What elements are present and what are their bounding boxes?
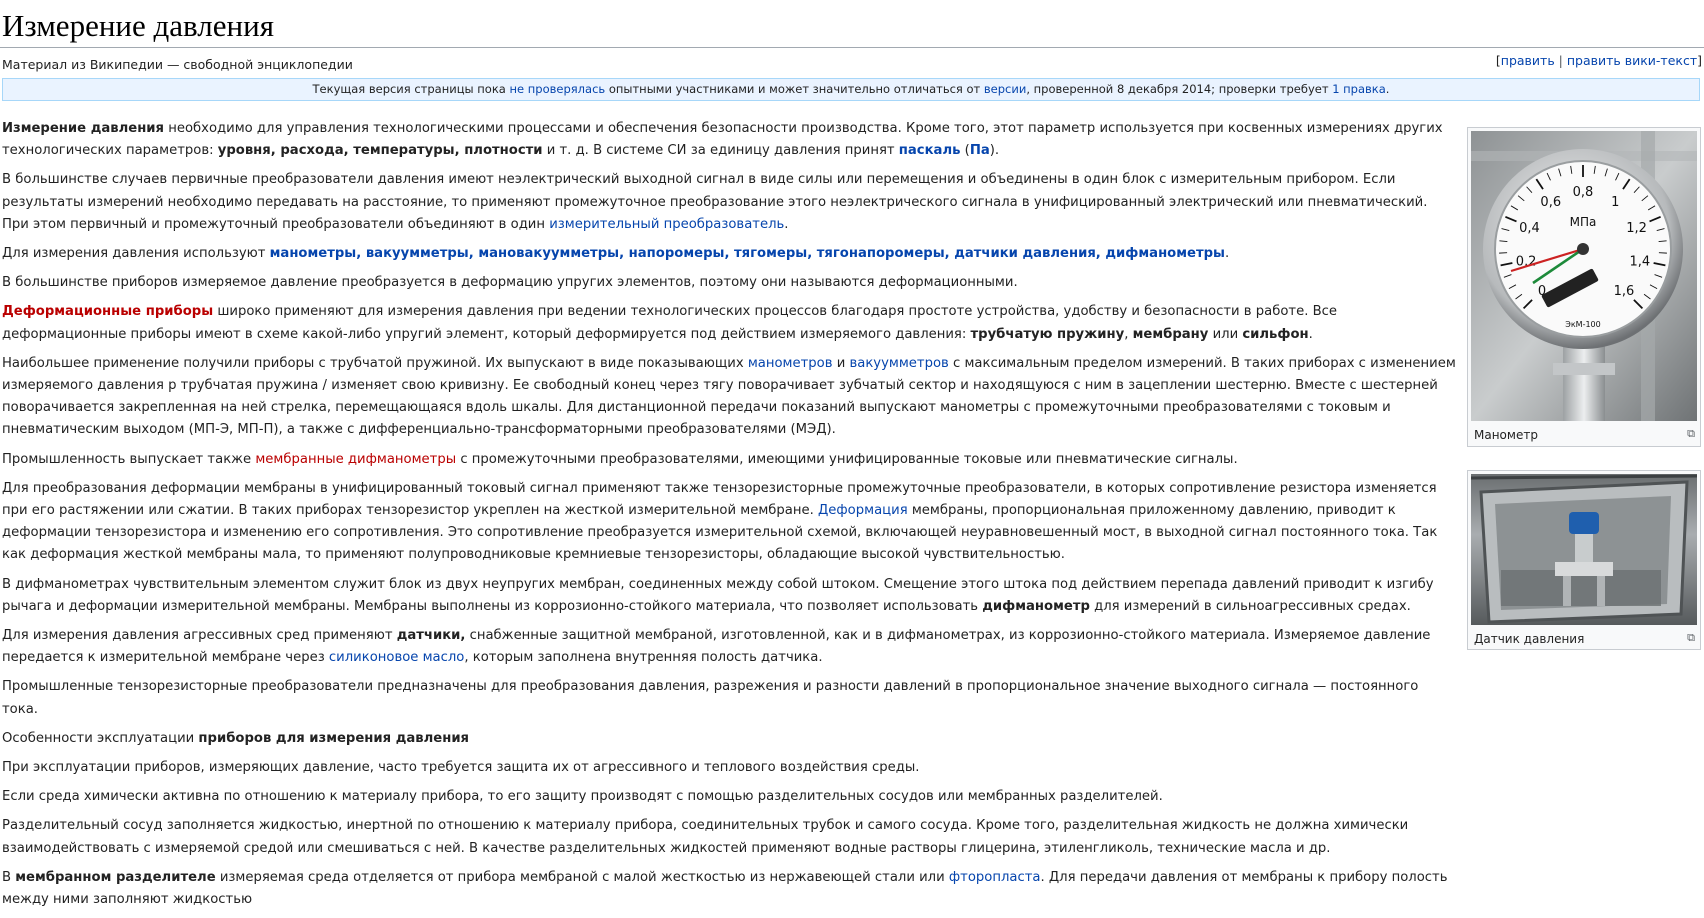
manometers-link[interactable]: манометров xyxy=(748,356,833,371)
instruments-link[interactable] xyxy=(270,246,1225,261)
text: или xyxy=(1208,327,1242,342)
paragraph xyxy=(2,728,1457,750)
paragraph xyxy=(2,118,1457,162)
text: мембраны, пропорциональная приложенному давлению, приводит к деформации тензорезистора и изменению его сопротивления. Это сопротивление преобразуется измерительной схемой, включающей неуравновешенный мост, в выходной сигнал постоянного тока. Так как деформация жесткой мембраны мала, то применяют полупроводниковые кремниевые тензорезисторы, обладающие высокой чувствительностью. xyxy=(2,503,1437,562)
link-text: манометры, вакуумметры, мановакуумметры, напоромеры, тягомеры, тягонапоромеры, датчики давления, дифманометры xyxy=(270,246,1225,261)
flag-text: , проверенной 8 декабря 2014; проверки требует xyxy=(1026,82,1332,96)
paragraph xyxy=(2,301,1457,345)
edit-links: [править | править вики-текст] xyxy=(1496,52,1702,69)
edit-link[interactable]: править xyxy=(1501,53,1555,68)
flag-text: Текущая версия страницы пока xyxy=(313,82,510,96)
text: ). xyxy=(990,143,999,158)
caption-text: Датчик давления xyxy=(1474,632,1584,646)
bold-term: Измерение давления xyxy=(2,121,164,136)
site-subtitle: Материал из Википедии — свободной энциклопедии xyxy=(2,56,353,73)
text: снабженные защитной мембраной, изготовленной, как и в дифманометрах, из коррозионно-стойкого материала. Измеряемое давление передается к измерительной мембране через xyxy=(2,628,1430,665)
text: Промышленность выпускает также xyxy=(2,452,255,467)
gauge-scale-label: 0 xyxy=(1538,284,1546,299)
flag-text: опытными участниками и может значительно отличаться от xyxy=(605,82,984,96)
gauge-scale-label: 0,8 xyxy=(1573,185,1594,200)
flagged-revs-notice xyxy=(2,78,1700,101)
bold-term: мембранном разделителе xyxy=(15,870,215,885)
magnify-clip-icon[interactable]: ⧉ xyxy=(1687,630,1695,646)
text: . xyxy=(1225,246,1229,261)
pa-link[interactable] xyxy=(970,143,990,158)
text: . xyxy=(784,217,788,232)
page-title: Измерение давления xyxy=(2,8,274,44)
paragraph xyxy=(2,353,1457,442)
text: , которым заполнена внутренняя полость датчика. xyxy=(464,650,822,665)
measuring-transducer-link[interactable]: измерительный преобразователь xyxy=(549,217,784,232)
edit-source-link[interactable]: править вики-текст xyxy=(1567,53,1697,68)
bold-term: дифманометр xyxy=(982,599,1090,614)
text: . xyxy=(1309,327,1313,342)
title-divider xyxy=(0,47,1704,48)
version-link[interactable]: версии xyxy=(984,82,1026,96)
manometer-thumbnail xyxy=(1467,127,1701,447)
text: Для измерения давления используют xyxy=(2,246,270,261)
bold-term: сильфон xyxy=(1242,327,1308,342)
paragraph: Промышленные тензорезисторные преобразователи предназначены для преобразования давления, разрежения и разности давлений в пропорциональное значение выходного сигнала — постоянного тока. xyxy=(2,676,1457,720)
gauge-scale-label: 1 xyxy=(1611,195,1619,210)
paragraph xyxy=(2,867,1457,911)
flag-text: . xyxy=(1386,82,1390,96)
link-text: Деформационные приборы xyxy=(2,304,213,319)
text: В xyxy=(2,870,15,885)
paragraph xyxy=(2,574,1457,618)
gauge-scale-label: 1,2 xyxy=(1626,221,1647,236)
bold-term: трубчатую пружину xyxy=(971,327,1125,342)
paragraph xyxy=(2,243,1457,265)
manometer-image[interactable] xyxy=(1471,131,1697,421)
manometer-caption xyxy=(1471,421,1697,443)
text: Для преобразования деформации мембраны в унифицированный токовый сигнал применяют также тензорезисторные промежуточные преобразователи, в которых сопротивление резистора изменяется при его растяжении или сжатии. В таких приборах тензорезистор укреплен на жесткой измерительной мембране. xyxy=(2,481,1437,518)
pascal-link[interactable] xyxy=(899,143,961,158)
text: и т. д. В системе СИ за единицу давления принят xyxy=(543,143,899,158)
text: Наибольшее применение получили приборы с трубчатой пружиной. Их выпускают в виде показывающих xyxy=(2,356,748,371)
paragraph xyxy=(2,478,1457,567)
vacuummeters-link[interactable]: вакуумметров xyxy=(849,356,948,371)
paragraph: При эксплуатации приборов, измеряющих давление, часто требуется защита их от агрессивного и теплового воздействия среды. xyxy=(2,757,1457,779)
text: с промежуточными преобразователями, имеющими унифицированные токовые или пневматические сигналы. xyxy=(456,452,1238,467)
paragraph xyxy=(2,169,1457,236)
link-text: паскаль xyxy=(899,143,961,158)
gauge-scale-label: 1,6 xyxy=(1614,284,1635,299)
caption-text: Манометр xyxy=(1474,428,1538,442)
gauge-scale-label: 0,4 xyxy=(1519,221,1540,236)
text: с максимальным пределом измерений. В таких приборах с изменением измеряемого давления р трубчатая пружина / изменяет свою кривизну. Ее свободный конец через тягу поворачивает зубчатый сектор и находящуюся с ним в зацеплении шестерню. Вместе с шестерней поворачивается закрепленная на ней стрелка, перемещающаяся вдоль шкалы. Для дистанционной передачи показаний выпускают манометры с промежуточными преобразователями с токовым и пневматическим выходом (МП-Э, МП-П), а также с дифференциально-трансформаторными преобразователями (МЭД). xyxy=(2,356,1456,438)
pending-edits-link[interactable]: 1 правка xyxy=(1332,82,1386,96)
link-text: Па xyxy=(970,143,990,158)
text: . Для передачи давления от мембраны к прибору полость между ними заполняют жидкостью xyxy=(2,870,1448,907)
text: Для измерения давления агрессивных сред применяют xyxy=(2,628,397,643)
bold-term: приборов для измерения давления xyxy=(198,731,469,746)
article-content xyxy=(2,118,1457,918)
paragraph: Разделительный сосуд заполняется жидкостью, инертной по отношению к материалу прибора, соединительных трубок и самого сосуда. Кроме того, разделительная жидкость не должна химически взаимодействовать с измеряемой средой или смешиваться с ней. В качестве разделительных жидкостей применяют водные растворы глицерина, этиленгликоль, технические масла и др. xyxy=(2,815,1457,859)
text: широко применяют для измерения давления при ведении технологических процессов благодаря простоте устройства, удобству и безопасности в работе. Все деформационные приборы имеют в схеме какой-либо упругий элемент, который деформируется под действием измеряемого давления: xyxy=(2,304,1337,341)
pressure-sensor-thumbnail xyxy=(1467,470,1701,650)
gauge-unit: МПа xyxy=(1570,215,1597,229)
text: В дифманометрах чувствительным элементом служит блок из двух неупругих мембран, соединенных между собой штоком. Смещение этого штока под действием перепада давлений приводит к изгибу рычага и деформации измерительной мембраны. Мембраны выполнены из коррозионно-стойкого материала, что позволяет использовать xyxy=(2,577,1434,614)
edit-links-separator: | xyxy=(1559,53,1563,68)
text: , xyxy=(1124,327,1132,342)
membrane-difmanometers-link[interactable]: мембранные дифманометры xyxy=(255,452,456,467)
bold-term: уровня, расхода, температуры, плотности xyxy=(218,143,543,158)
gauge-brand: ЭкМ-100 xyxy=(1565,320,1600,329)
text: и xyxy=(833,356,850,371)
pressure-sensor-caption xyxy=(1471,625,1697,647)
ptfe-link[interactable]: фторопласта xyxy=(949,870,1041,885)
gauge-scale-label: 0,6 xyxy=(1540,195,1561,210)
paragraph: Если среда химически активна по отношению к материалу прибора, то его защиту производят с помощью разделительных сосудов или мембранных разделителей. xyxy=(2,786,1457,808)
paragraph: В большинстве приборов измеряемое давление преобразуется в деформацию упругих элементов, поэтому они называются деформационными. xyxy=(2,272,1457,294)
gauge-scale-label: 0,2 xyxy=(1516,254,1537,269)
pressure-sensor-image[interactable] xyxy=(1471,474,1697,625)
bold-term: датчики, xyxy=(397,628,466,643)
gauge-scale-label: 1,4 xyxy=(1630,254,1651,269)
paragraph xyxy=(2,625,1457,669)
not-checked-link[interactable]: не проверялась xyxy=(510,82,606,96)
text: Особенности эксплуатации xyxy=(2,731,198,746)
deformation-link[interactable]: Деформация xyxy=(818,503,908,518)
text: измеряемая среда отделяется от прибора мембраной с малой жесткостью из нержавеющей стали или xyxy=(216,870,949,885)
magnify-clip-icon[interactable]: ⧉ xyxy=(1687,426,1695,442)
silicone-oil-link[interactable]: силиконовое масло xyxy=(329,650,464,665)
paragraph xyxy=(2,449,1457,471)
text: необходимо для управления технологическими процессами и обеспечения безопасности производства. Кроме того, этот параметр используется при косвенных измерениях других технологических параметров: xyxy=(2,121,1443,158)
text: В большинстве случаев первичные преобразователи давления имеют неэлектрический выходной сигнал в виде силы или перемещения и объединены в один блок с измерительным прибором. Если результаты измерений необходимо передавать на расстояние, то применяют промежуточное преобразование этого неэлектрического сигнала в унифицированный электрический или пневматический. При этом первичный и промежуточный преобразователи объединяют в один xyxy=(2,172,1427,231)
deformation-instruments-link[interactable] xyxy=(2,304,213,319)
text: ( xyxy=(960,143,969,158)
text: для измерений в сильноагрессивных средах. xyxy=(1090,599,1411,614)
bold-term: мембрану xyxy=(1133,327,1209,342)
